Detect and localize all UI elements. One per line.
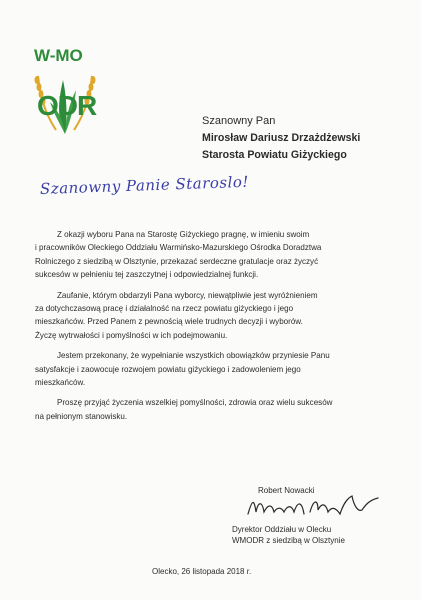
paragraph [35, 396, 390, 423]
logo-bottom-text: ODR [37, 90, 97, 121]
paragraph-line: satysfakcje i zaowocuje rozwojem powiatu giżyckiego i zadowoleniem jego [35, 364, 301, 374]
recipient-salutation: Szanowny Pan [202, 115, 276, 127]
letter-body [35, 228, 390, 430]
paragraph-line: mieszkańców. [35, 378, 86, 388]
paragraph-line: za dotychczasową pracę i działalność na rzecz powiatu giżyckiego i jego [35, 304, 294, 314]
recipient-name: Mirosław Dariusz Drzażdżewski [202, 132, 361, 144]
paragraph-line: Z okazji wyboru Pana na Starostę Giżyckiego pragnę, w imieniu swoim [57, 230, 310, 239]
paragraph-line: i pracowników Oleckiego Oddziału Warmińsko-Mazurskiego Ośrodka Doradztwa [35, 243, 322, 253]
handwritten-greeting: Szanowny Panie Staroslo! [39, 172, 250, 198]
paragraph-line: Życzę wytrwałości i pomyślności w ich podejmowaniu. [35, 330, 228, 340]
signatory-title-line2: WMODR z siedzibą w Olsztynie [232, 536, 345, 545]
logo-top-text: W-MO [34, 46, 83, 65]
paragraph-line: Zaufanie, którym obdarzyli Pana wyborcy, niewątpliwie jest wyróżnieniem [57, 290, 318, 300]
wmodr-logo [30, 46, 100, 136]
paragraph [35, 228, 390, 282]
paragraph-line: sukcesów w pełnieniu tej zaszczytnej i odpowiedzialnej funkcji. [35, 270, 259, 280]
letter-date: Olecko, 26 listopada 2018 r. [152, 567, 252, 576]
paragraph-line: Proszę przyjąć życzenia wszelkiej pomyślności, zdrowia oraz wielu sukcesów [57, 398, 333, 408]
signatory-name: Robert Nowacki [258, 486, 315, 495]
recipient-block [202, 113, 412, 164]
paragraph-line: na pełnionym stanowisku. [35, 411, 128, 421]
paragraph [35, 349, 390, 389]
handwritten-signature-icon [244, 492, 384, 524]
paragraph-line: Rolniczego z siedzibą w Olsztynie, przekazać serdeczne gratulacje oraz życzyć [35, 256, 319, 266]
recipient-role: Starosta Powiatu Giżyckiego [202, 149, 347, 161]
paragraph [35, 289, 390, 343]
paragraph-line: mieszkańców. Przed Panem z pewnością wiele trudnych decyzji i wyborów. [35, 317, 303, 327]
signatory-title-line1: Dyrektor Oddziału w Olecku [232, 525, 332, 534]
paragraph-line: Jestem przekonany, że wypełnianie wszystkich obowiązków przyniesie Panu [57, 351, 330, 361]
